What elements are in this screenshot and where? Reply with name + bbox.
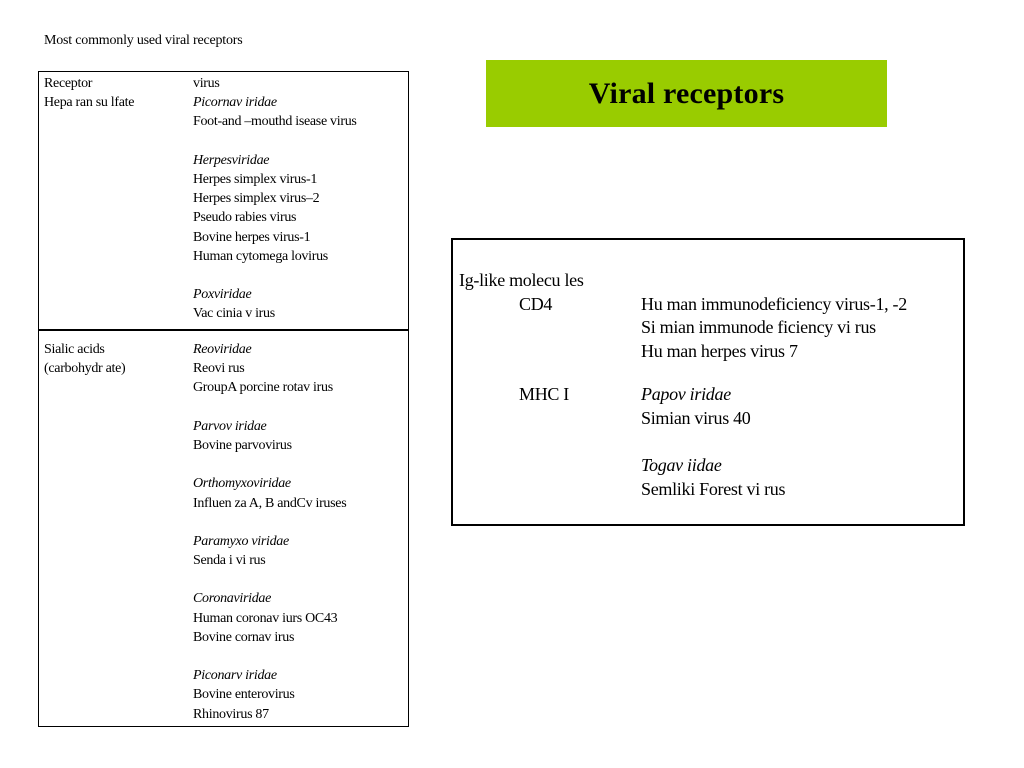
virus-name: Bovine herpes virus-1: [193, 229, 311, 245]
molecule-row: [459, 478, 959, 502]
virus-name: Foot-and –mouthd isease virus: [193, 114, 357, 130]
receptor-header: Receptor: [44, 76, 93, 91]
virus-family: Piconarv iridae: [193, 668, 277, 684]
spacer: [459, 363, 959, 383]
spacer: [193, 570, 346, 589]
virus-name: GroupA porcine rotav irus: [193, 380, 333, 396]
spacer: [193, 513, 346, 532]
table-section-heparan-sulfate: [39, 72, 408, 331]
spacer: [193, 266, 357, 285]
molecule-row: [459, 383, 959, 407]
spacer: [193, 398, 346, 417]
virus-family: Reoviridae: [193, 342, 252, 357]
virus-column: [193, 74, 357, 323]
virus-name: Bovine parvovirus: [193, 437, 292, 453]
receptor-name: Hepa ran su lfate: [44, 95, 135, 111]
virus-name: Hu man immunodeficiency virus-1, -2: [641, 293, 907, 314]
ig-like-heading-row: [459, 269, 959, 293]
virus-family: Togav iidae: [641, 455, 722, 476]
ig-like-heading: Ig-like molecu les: [459, 270, 584, 290]
molecule-row: [459, 407, 959, 431]
molecule-name-cd4: CD4: [519, 293, 553, 314]
virus-name: Rhinovirus 87: [193, 706, 269, 722]
receptor-table: [38, 71, 409, 727]
molecule-name-mhc-i: MHC I: [519, 384, 570, 405]
virus-family: Poxviridae: [193, 287, 252, 303]
receptor-subtitle: (carbohydr ate): [44, 361, 126, 377]
slide-caption: Most commonly used viral receptors: [44, 33, 243, 48]
virus-header: virus: [193, 76, 220, 91]
molecule-row: [459, 454, 959, 478]
virus-family: Orthomyxoviridae: [193, 476, 291, 492]
molecule-row: [459, 431, 959, 455]
virus-name: Semliki Forest vi rus: [641, 478, 786, 499]
receptor-column: [44, 340, 125, 378]
virus-name: Human cytomega lovirus: [193, 248, 328, 264]
ig-like-molecules-box: [451, 238, 965, 526]
ig-like-list: [459, 269, 959, 501]
virus-name: Hu man herpes virus 7: [641, 340, 798, 361]
spacer: [193, 647, 346, 666]
virus-family: Papov iridae: [641, 384, 731, 405]
table-section-sialic-acids: [39, 331, 408, 726]
virus-name: Human coronav iurs OC43: [193, 610, 338, 626]
virus-name: Herpes simplex virus–2: [193, 191, 320, 207]
receptor-column: [44, 74, 134, 112]
virus-family: Coronaviridae: [193, 591, 272, 607]
virus-name: Vac cinia v irus: [193, 306, 275, 322]
title-banner: [486, 60, 887, 127]
virus-family: Parvov iridae: [193, 418, 267, 434]
molecule-row: [459, 340, 959, 364]
virus-name: Pseudo rabies virus: [193, 210, 297, 226]
virus-name: Influen za A, B andCv iruses: [193, 495, 347, 511]
spacer: [193, 455, 346, 474]
virus-name: Simian virus 40: [641, 407, 751, 428]
virus-name: Senda i vi rus: [193, 553, 266, 569]
virus-name: Si mian immunode ficiency vi rus: [641, 317, 876, 338]
virus-name: Bovine cornav irus: [193, 629, 295, 645]
virus-name: Reovi rus: [193, 361, 245, 377]
virus-family: Picornav iridae: [193, 95, 277, 111]
virus-family: Paramyxo viridae: [193, 533, 289, 549]
molecule-row: [459, 293, 959, 317]
virus-name: Herpes simplex virus-1: [193, 171, 318, 187]
virus-family: Herpesviridae: [193, 152, 270, 168]
virus-column: [193, 340, 346, 724]
receptor-name: Sialic acids: [44, 342, 105, 357]
virus-name: Bovine enterovirus: [193, 687, 295, 703]
slide-title: Viral receptors: [588, 76, 785, 110]
spacer: [193, 132, 357, 151]
molecule-row: [459, 316, 959, 340]
